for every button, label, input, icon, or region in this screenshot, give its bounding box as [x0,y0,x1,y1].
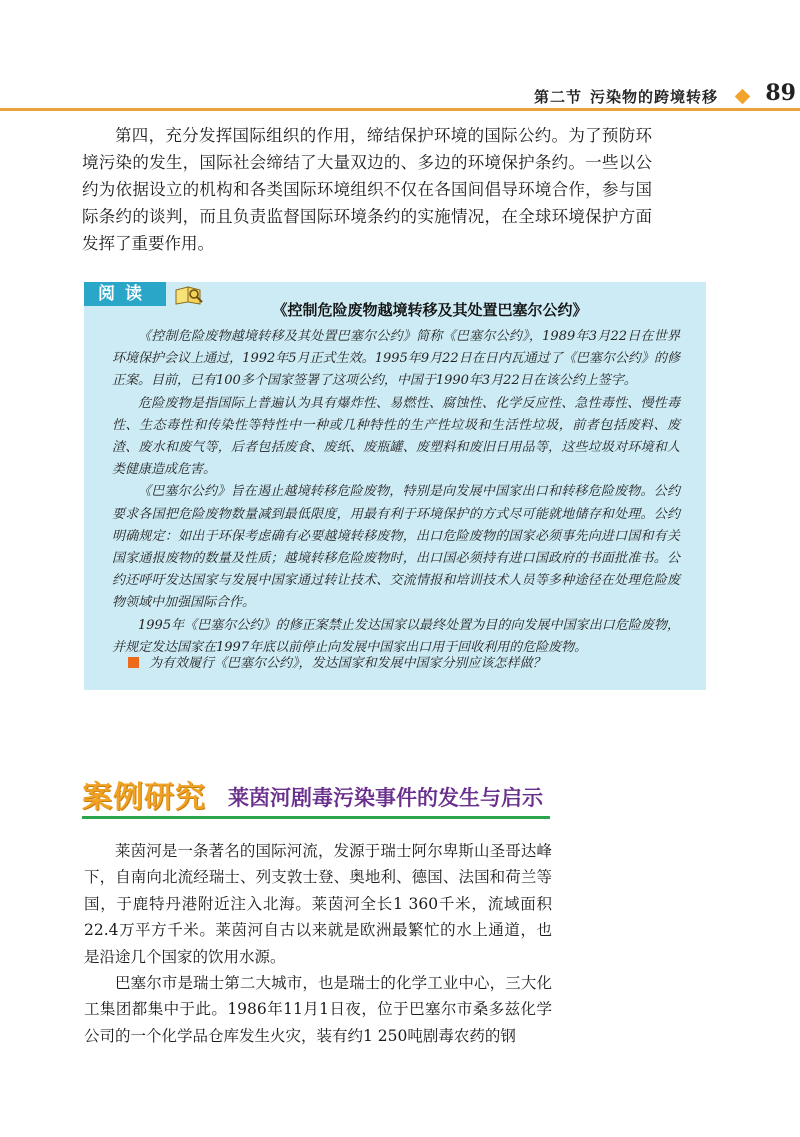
page-header [0,80,800,110]
square-bullet-icon [128,657,139,668]
reading-title: 《控制危险废物越境转移及其处置巴塞尔公约》 [272,301,588,319]
reading-paragraph: 1995年《巴塞尔公约》的修正案禁止发达国家以最终处置为目的向发展中国家出口危险废物，并规定发达国家在1997年底以前停止向发展中国家出口用于回收利用的危险废物。 [112,617,680,655]
reading-paragraph: 危险废物是指国际上普遍认为具有爆炸性、易燃性、腐蚀性、化学反应性、急性毒性、慢性毒性、生态毒性和传染性等特性中一种或几种特性的生产性垃圾和生活性垃圾，前者包括废料、废渣、废水和废气等，后者包括废食、废纸、废瓶罐、废塑料和废旧日用品等，这些垃圾对环境和人类健康造成危害。 [112,395,680,478]
case-study-underline [82,816,550,819]
case-study-title: 莱茵河剧毒污染事件的发生与启示 [228,786,543,810]
case-study-heading [82,772,550,822]
reading-paragraph: 《控制危险废物越境转移及其处置巴塞尔公约》简称《巴塞尔公约》，1989年3月22日在世界环境保护会议上通过，1992年5月正式生效。1995年9月22日在日内瓦通过了《巴塞尔公约》的修正案。目前，已有100多个国家签署了这项公约，中国于1990年3月22日在该公约上签字。 [112,329,680,389]
case-study-label: 案例研究 [82,780,206,815]
section-title: 污染物的跨境转移 [589,88,718,106]
running-head [534,86,718,107]
case-study-body [84,838,552,1049]
page-number: 89 [765,80,796,106]
reading-box [84,282,706,690]
case-paragraph: 莱茵河是一条著名的国际河流，发源于瑞士阿尔卑斯山圣哥达峰下，自南向北流经瑞士、列支敦士登、奥地利、德国、法国和荷兰等国，于鹿特丹港附近注入北海。莱茵河全长1 360千米，流域面积22.4万平方千米。莱茵河自古以来就是欧洲最繁忙的水上通道，也是沿途几个国家的饮用水源。 [84,842,552,966]
reading-tag: 阅读 [84,282,166,306]
section-number: 第二节 [533,88,582,106]
reading-question [128,652,546,671]
diamond-icon [735,89,751,105]
reading-body [112,326,680,659]
intro-section [82,122,652,257]
header-rule [0,108,800,111]
question-text: 为有效履行《巴塞尔公约》，发达国家和发展中国家分别应该怎样做？ [149,656,546,671]
intro-paragraph: 第四，充分发挥国际组织的作用，缔结保护环境的国际公约。为了预防环境污染的发生，国际社会缔结了大量双边的、多边的环境保护条约。一些以公约为依据设立的机构和各类国际环境组织不仅在各国间倡导环境合作，参与国际条约的谈判，而且负责监督国际环境条约的实施情况，在全球环境保护方面发挥了重要作用。 [82,126,652,253]
case-paragraph: 巴塞尔市是瑞士第二大城市，也是瑞士的化学工业中心，三大化工集团都集中于此。1986年11月1日夜，位于巴塞尔市桑多兹化学公司的一个化学品仓库发生火灾，装有约1 250吨剧毒农药的钢 [84,974,552,1045]
reading-paragraph: 《巴塞尔公约》旨在遏止越境转移危险废物，特别是向发展中国家出口和转移危险废物。公约要求各国把危险废物数量减到最低限度，用最有利于环境保护的方式尽可能就地储存和处理。公约明确规定：如出于环保考虑确有必要越境转移废物，出口危险废物的国家必须事先向进口国和有关国家通报废物的数量及性质；越境转移危险废物时，出口国必须持有进口国政府的书面批准书。公约还呼吁发达国家与发展中国家通过转让技术、交流情报和培训技术人员等多种途径在处理危险废物领域中加强国际合作。 [112,484,680,611]
